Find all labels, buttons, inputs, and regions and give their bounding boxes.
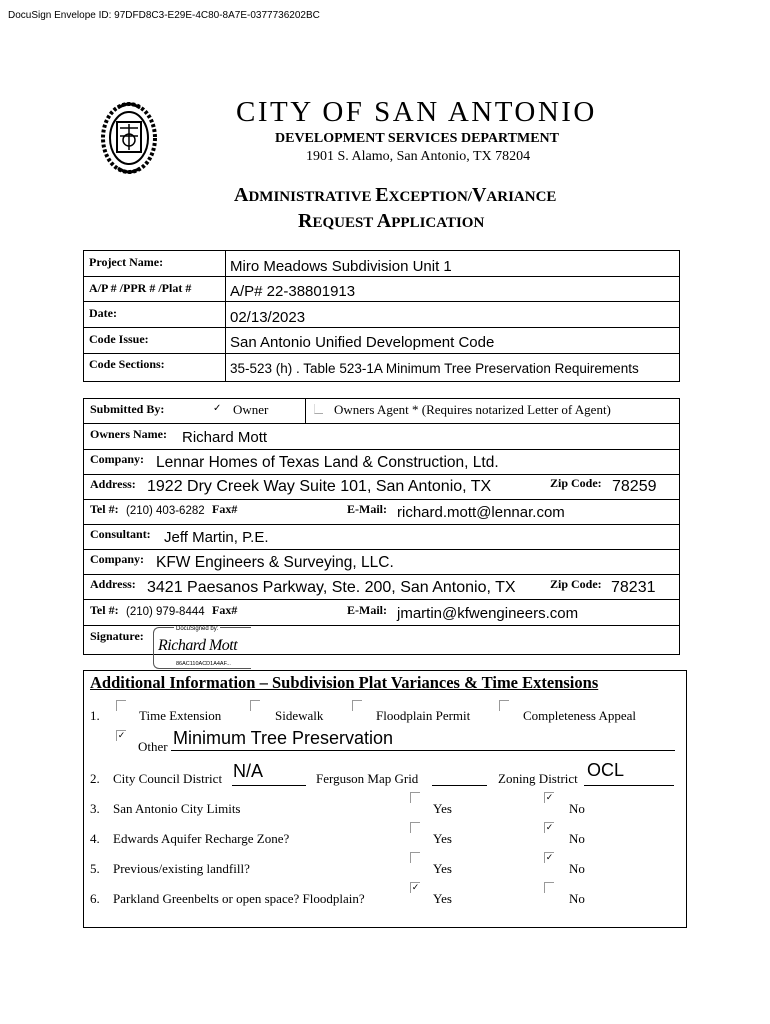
q5-no-checkbox[interactable]: ✓ [545,853,554,863]
floodplain-checkbox[interactable] [352,700,362,711]
q4-yes-checkbox[interactable] [410,822,420,833]
date-field[interactable]: 02/13/2023 [230,309,306,326]
q6-no-checkbox[interactable] [544,882,554,893]
floodplain-label: Floodplain Permit [376,708,471,723]
q5-no-label: No [569,861,585,876]
owner-zip-label: Zip Code: [550,476,602,490]
consultant-field[interactable]: Jeff Martin, P.E. [164,529,269,546]
form-title-line2: REQUEST APPLICATION [298,210,485,232]
owner-checkbox[interactable]: ✓ [213,403,222,414]
q6-text: Parkland Greenbelts or open space? Floodplain? [113,891,365,906]
other-field[interactable]: Minimum Tree Preservation [173,728,394,748]
q6-no-label: No [569,891,585,906]
q3-text: San Antonio City Limits [113,801,241,816]
ferguson-label: Ferguson Map Grid [316,771,419,786]
q3-no-checkbox[interactable]: ✓ [545,793,554,803]
project-name-field[interactable]: Miro Meadows Subdivision Unit 1 [230,258,452,275]
q3-yes-label: Yes [433,801,452,816]
consultant-email-field[interactable]: jmartin@kfwengineers.com [397,605,579,622]
owner-email-field[interactable]: richard.mott@lennar.com [397,504,565,521]
signature-name: Richard Mott [158,637,238,654]
consultant-company-label: Company: [90,552,145,566]
q6-yes-label: Yes [433,891,452,906]
owner-tel-field[interactable]: (210) 403-6282 [126,505,205,517]
owner-zip-field[interactable]: 78259 [612,478,657,495]
signature-code: 86AC110ACD1A4AF... [176,661,231,667]
owner-company-label: Company: [90,452,145,466]
envelope-id: DocuSign Envelope ID: 97DFD8C3-E29E-4C80-8A7E-0377736202BC [8,10,320,21]
project-name-label: Project Name: [89,255,164,269]
form-title-line1: ADMINISTRATIVE EXCEPTION/VARIANCE [234,184,557,206]
city-seal-icon [100,98,158,176]
ferguson-field[interactable] [432,770,487,784]
date-label: Date: [89,306,117,320]
docusigned-label: DocuSigned by: [176,626,219,632]
q6-number: 6. [90,891,100,906]
q5-number: 5. [90,861,100,876]
time-extension-checkbox[interactable] [116,700,126,711]
q5-yes-label: Yes [433,861,452,876]
council-district-label: City Council District [113,771,223,786]
additional-info-title: Additional Information – Subdivision Plat Variances & Time Extensions [90,673,599,692]
council-district-field[interactable]: N/A [233,761,264,781]
consultant-zip-label: Zip Code: [550,577,602,591]
code-sections-label: Code Sections: [89,357,165,371]
owner-address-label: Address: [90,477,136,491]
ap-number-field[interactable]: A/P# 22-38801913 [230,283,356,300]
item1-number: 1. [90,708,100,723]
department-address: 1901 S. Alamo, San Antonio, TX 78204 [306,149,531,164]
q4-text: Edwards Aquifer Recharge Zone? [113,831,290,846]
agent-checkbox[interactable] [314,404,323,414]
ap-number-label: A/P # /PPR # /Plat # [89,281,192,295]
consultant-label: Consultant: [90,527,151,541]
owners-name-label: Owners Name: [90,427,167,441]
other-checkbox[interactable]: ✓ [117,731,126,741]
department-name: DEVELOPMENT SERVICES DEPARTMENT [275,131,559,146]
completeness-appeal-label: Completeness Appeal [523,708,637,723]
q4-no-checkbox[interactable]: ✓ [545,823,554,833]
completeness-appeal-checkbox[interactable] [499,700,509,711]
q3-number: 3. [90,801,100,816]
code-issue-label: Code Issue: [89,332,149,346]
signature-field[interactable] [153,627,251,669]
consultant-address-field[interactable]: 3421 Paesanos Parkway, Ste. 200, San Antonio, TX [147,579,516,596]
consultant-company-field[interactable]: KFW Engineers & Surveying, LLC. [156,554,394,571]
owners-name-field[interactable]: Richard Mott [182,429,268,446]
q5-yes-checkbox[interactable] [410,852,420,863]
consultant-address-label: Address: [90,577,136,591]
item2-number: 2. [90,771,100,786]
agent-option-label: Owners Agent * (Requires notarized Letter of Agent) [334,402,611,417]
consultant-tel-label: Tel #: [90,603,119,617]
consultant-email-label: E-Mail: [347,603,387,617]
owner-address-field[interactable]: 1922 Dry Creek Way Suite 101, San Antonio, TX [147,478,492,495]
q6-yes-checkbox[interactable]: ✓ [411,883,420,893]
other-label: Other [138,739,168,754]
q4-number: 4. [90,831,100,846]
submitted-by-label: Submitted By: [90,402,165,416]
q3-no-label: No [569,801,585,816]
consultant-fax-label: Fax# [212,603,238,617]
owner-fax-label: Fax# [212,502,238,516]
q5-text: Previous/existing landfill? [113,861,250,876]
owner-tel-label: Tel #: [90,502,119,516]
sidewalk-label: Sidewalk [275,708,324,723]
consultant-zip-field[interactable]: 78231 [611,579,656,596]
consultant-tel-field[interactable]: (210) 979-8444 [126,606,205,618]
owner-option-label: Owner [233,402,269,417]
code-issue-field[interactable]: San Antonio Unified Development Code [230,334,495,351]
signature-label: Signature: [90,629,144,643]
code-sections-field[interactable]: 35-523 (h) . Table 523-1A Minimum Tree Preservation Requirements [230,361,639,376]
q3-yes-checkbox[interactable] [410,792,420,803]
sidewalk-checkbox[interactable] [250,700,260,711]
zoning-field[interactable]: OCL [587,760,625,780]
q4-no-label: No [569,831,585,846]
time-extension-label: Time Extension [139,708,222,723]
owner-email-label: E-Mail: [347,502,387,516]
owner-company-field[interactable]: Lennar Homes of Texas Land & Construction, Ltd. [156,454,499,471]
city-title: CITY OF SAN ANTONIO [236,96,597,128]
q4-yes-label: Yes [433,831,452,846]
zoning-label: Zoning District [498,771,578,786]
